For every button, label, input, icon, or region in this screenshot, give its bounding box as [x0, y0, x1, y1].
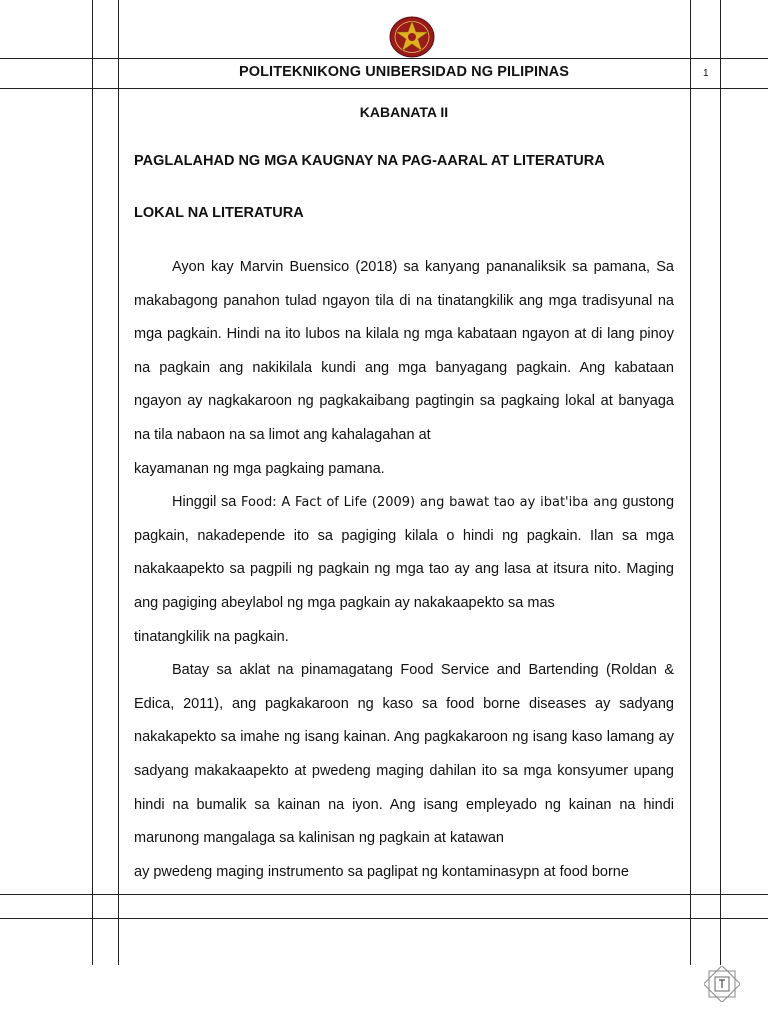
footer-emblem-icon — [704, 966, 740, 1002]
document-body — [134, 251, 674, 889]
paragraph-3-end: ay pwedeng maging instrumento sa paglipat ng kontaminasypn at food borne — [134, 863, 629, 880]
right-margin-line-outer — [720, 0, 721, 965]
paragraph-2-rest: gustong pagkain, nakadepende ito sa pagiging kilala o hindi ng pagkain. Ilan sa mga nakakaapekto sa pagpili ng pagkain ng mga tao ay ang lasa at itsura nito. Maging ang pagiging abeylabol ng mga pagkain ay nakakaapekto sa mas — [134, 494, 675, 611]
header-line-bottom — [0, 88, 768, 89]
paragraph-2 — [134, 486, 674, 620]
footer-line-bottom — [0, 918, 768, 919]
paragraph-3: Batay sa aklat na pinamagatang Food Service and Bartending (Roldan & Edica, 2011), ang pagkakaroon ng kaso sa food borne diseases ay sadyang nakakapekto sa imahe ng isang kainan. Ang pagkakaroon ng isang kaso lamang ay sadyang makakaapekto at pwedeng maging dahilan ito sa mga konsyumer upang hindi na bumalik sa kainan na iyon. Ang isang empleyado ng kainan na hindi marunong mangalaga sa kalinisan ng pagkain at katawan — [134, 662, 674, 847]
university-name: POLITEKNIKONG UNIBERSIDAD NG PILIPINAS — [238, 64, 570, 80]
page-number: 1 — [703, 68, 709, 79]
paragraph-1-end: kayamanan ng mga pagkaing pamana. — [134, 460, 385, 477]
header-line-top — [0, 58, 768, 59]
chapter-title: KABANATA II — [359, 104, 449, 120]
paragraph-1: Ayon kay Marvin Buensico (2018) sa kanyang pananaliksik sa pamana, Sa makabagong panahon tulad ngayon tila di na tinatangkilik ang mga tradisyunal na mga pagkain. Hindi na ito lubos na kilala ng mga kabataan ngayon at di lang pinoy na pagkain ang nakikilala kundi ang mga banyagang pagkain. Ang kabataan ngayon ay nagkakaroon ng pagkakaibang pagtingin sa pagkaing lokal at banyaga na tila nabaon na sa limot ang kahalagahan at — [134, 259, 674, 443]
university-seal-icon — [388, 15, 436, 59]
right-margin-line-inner — [690, 0, 691, 965]
paragraph-2-reference: Food: A Fact of Life (2009) ang bawat tao ay ibat'iba ang — [241, 495, 618, 511]
left-margin-line-inner — [118, 0, 119, 965]
section-title: PAGLALAHAD NG MGA KAUGNAY NA PAG-AARAL AT LITERATURA — [134, 153, 605, 169]
paragraph-2-start: Hinggil sa — [172, 494, 242, 511]
paragraph-2-end: tinatangkilik na pagkain. — [134, 628, 289, 645]
subsection-title: LOKAL NA LITERATURA — [134, 205, 304, 221]
left-margin-line-outer — [92, 0, 93, 965]
footer-line-top — [0, 894, 768, 895]
